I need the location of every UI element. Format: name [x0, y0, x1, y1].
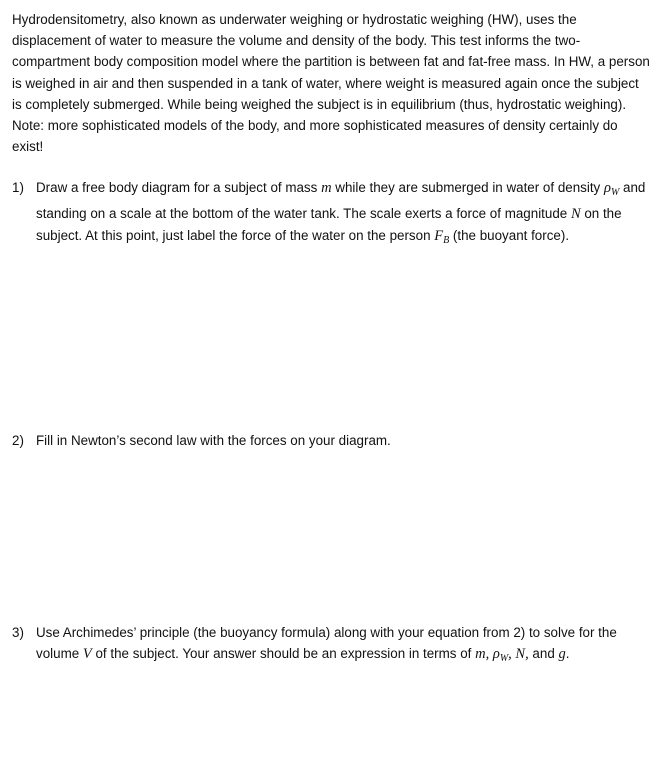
text-segment: . [565, 646, 570, 662]
math-force: F [434, 228, 444, 245]
text-segment: of the subject. Your answer should be an expression in terms of [91, 646, 476, 662]
math-gravity: g [558, 646, 566, 663]
text-segment: Draw a free body diagram for a subject of mass [36, 180, 322, 195]
text-segment: on the subject. At this point, just label the force of the water on the person [36, 206, 622, 244]
math-volume: V [82, 646, 92, 663]
math-rho: ρ [603, 180, 611, 196]
math-comma: , [525, 646, 529, 663]
math-subscript-w: W [610, 187, 620, 198]
question-text [36, 177, 652, 252]
math-rho: ρ [492, 646, 500, 663]
math-normal-force: N [515, 646, 526, 663]
text-segment: and standing on a scale at the bottom of the water tank. The scale exerts a force of magnitude [36, 180, 646, 222]
math-comma: , [508, 646, 516, 663]
question-number: 2) [12, 433, 24, 448]
text-segment: and [528, 646, 559, 662]
question-text [36, 622, 652, 669]
text-segment: while they are submerged in water of density [331, 180, 604, 195]
question-number: 1) [12, 180, 24, 195]
intro-paragraph: Hydrodensitometry, also known as underwater weighing or hydrostatic weighing (HW), uses the displacement of water to measure the volume and density of the body. This test informs the two-compartment body composition model where the partition is between fat and fat-free mass. In HW, a person is weighed in air and then suspended in a tank of water, where weight is measured again once the subject is completely submerged. While being weighed the subject is in equilibrium (thus, hydrostatic weighing). Note: more sophisticated models of the body, and more sophisticated measures of density certainly do exist! [12, 12, 650, 155]
math-subscript-w: W [499, 653, 509, 665]
question-2 [12, 430, 652, 451]
question-1 [12, 177, 652, 252]
question-number: 3) [12, 625, 24, 640]
text-segment: (the buoyant force). [449, 228, 570, 244]
math-mass: m [475, 646, 486, 663]
text-segment: Use Archimedes’ principle (the buoyancy formula) along with your equation from 2) to solve for the volume [36, 625, 617, 662]
math-comma: , [485, 646, 493, 663]
math-normal-force: N [570, 206, 581, 223]
math-subscript-b: B [443, 235, 450, 247]
math-mass: m [321, 180, 332, 196]
question-text: Fill in Newton’s second law with the forces on your diagram. [36, 433, 391, 448]
question-3 [12, 622, 652, 669]
